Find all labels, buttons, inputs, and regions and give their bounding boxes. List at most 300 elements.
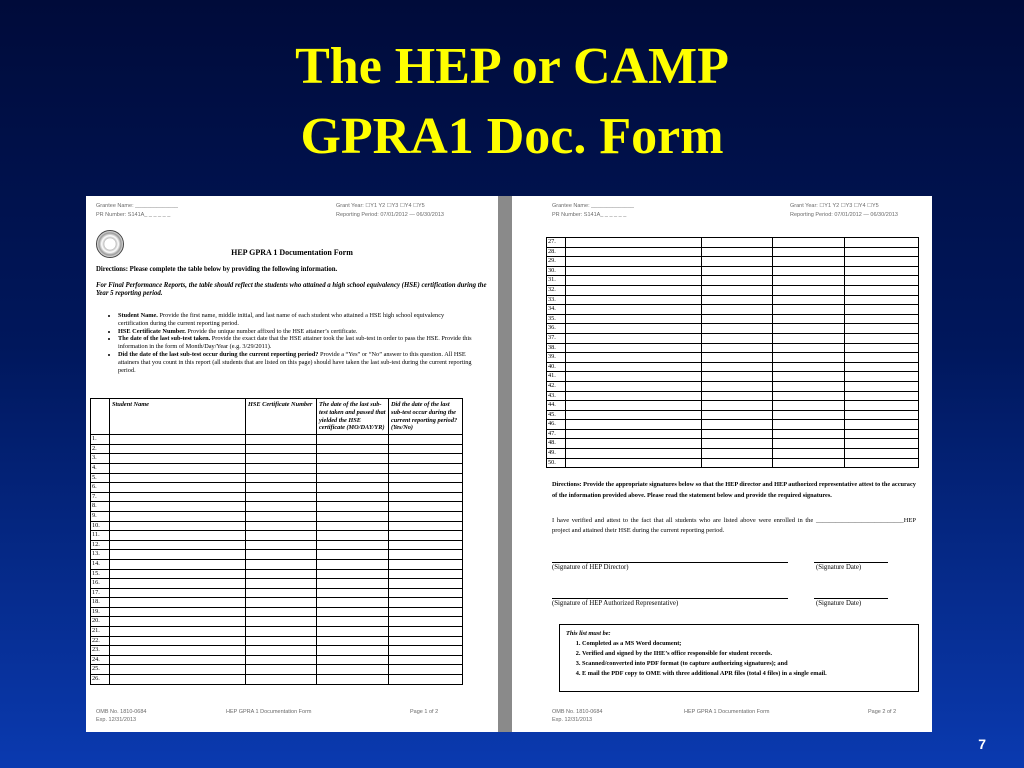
table-row (547, 305, 919, 315)
table-cell[interactable] (566, 343, 702, 353)
table-cell[interactable] (246, 444, 317, 454)
table-row (547, 266, 919, 276)
table-cell[interactable] (110, 607, 246, 617)
table-cell[interactable] (773, 353, 845, 363)
table-cell[interactable] (566, 353, 702, 363)
table-cell[interactable] (246, 473, 317, 483)
table-cell[interactable] (773, 238, 845, 248)
table-cell[interactable] (845, 458, 919, 468)
table-cell[interactable] (702, 353, 773, 363)
table-cell[interactable] (702, 410, 773, 420)
table-cell[interactable] (702, 429, 773, 439)
table-cell[interactable] (389, 627, 463, 637)
table-cell[interactable] (110, 531, 246, 541)
table-cell[interactable] (110, 598, 246, 608)
table-cell[interactable] (246, 492, 317, 502)
table-cell[interactable] (702, 343, 773, 353)
table-cell[interactable] (702, 458, 773, 468)
table-cell[interactable] (702, 324, 773, 334)
row-number: 19. (91, 607, 110, 617)
table-cell[interactable] (246, 540, 317, 550)
table-row (91, 665, 463, 675)
table-cell[interactable] (110, 655, 246, 665)
table-cell[interactable] (110, 588, 246, 598)
row-number: 3. (91, 454, 110, 464)
page2-footer-left: OMB No. 1810-0684 Exp. 12/31/2013 (552, 709, 603, 723)
table-row (91, 655, 463, 665)
director-signature-line[interactable] (552, 562, 788, 563)
table-cell[interactable] (110, 435, 246, 445)
table-cell[interactable] (246, 607, 317, 617)
table-cell[interactable] (845, 410, 919, 420)
page1-header-left: Grantee Name: ______________ PR Number: S141A_ _ _ _ _ _ (96, 203, 178, 218)
table-cell[interactable] (246, 579, 317, 589)
table-cell[interactable] (317, 511, 389, 521)
column-header: The date of the last sub-test taken and passed that yielded the HSE certificate (MO/DAY/YR) (317, 399, 389, 435)
row-number: 28. (547, 247, 566, 257)
table-row (547, 314, 919, 324)
form-page-1 (86, 196, 498, 732)
table-row (91, 636, 463, 646)
table-cell[interactable] (566, 276, 702, 286)
table-cell[interactable] (389, 559, 463, 569)
row-number: 12. (91, 540, 110, 550)
table-row (547, 333, 919, 343)
table-cell[interactable] (773, 305, 845, 315)
table-cell[interactable] (845, 372, 919, 382)
director-date-line[interactable] (814, 562, 888, 563)
row-number: 14. (91, 559, 110, 569)
table-cell[interactable] (845, 401, 919, 411)
table-cell[interactable] (845, 362, 919, 372)
table-cell[interactable] (110, 627, 246, 637)
row-number: 10. (91, 521, 110, 531)
table-cell[interactable] (845, 238, 919, 248)
row-number: 45. (547, 410, 566, 420)
table-cell[interactable] (246, 627, 317, 637)
table-cell[interactable] (773, 391, 845, 401)
table-cell[interactable] (773, 266, 845, 276)
table-cell[interactable] (389, 617, 463, 627)
table-cell[interactable] (773, 333, 845, 343)
table-cell[interactable] (845, 247, 919, 257)
table-cell[interactable] (389, 646, 463, 656)
table-cell[interactable] (110, 473, 246, 483)
table-cell[interactable] (317, 646, 389, 656)
table-cell[interactable] (246, 502, 317, 512)
instruction-term: Student Name. (118, 312, 158, 319)
table-cell[interactable] (845, 266, 919, 276)
table-row (91, 435, 463, 445)
row-number: 16. (91, 579, 110, 589)
row-number: 46. (547, 420, 566, 430)
instruction-text: Provide the exact date that the HSE attainer took the last sub-test in order to pass the HSE. Provide this information in the form of Month/Day/Year (e.g. 3/29/2011). (118, 335, 472, 351)
table-cell[interactable] (389, 463, 463, 473)
table-row (547, 257, 919, 267)
table-cell[interactable] (566, 257, 702, 267)
instruction-text: Provide the first name, middle initial, and last name of each student who attained a HSE high school equivalency certification during the current reporting period. (118, 312, 445, 327)
table-cell[interactable] (246, 675, 317, 685)
table-cell[interactable] (317, 521, 389, 531)
row-number: 43. (547, 391, 566, 401)
table-cell[interactable] (246, 655, 317, 665)
table-cell[interactable] (246, 435, 317, 445)
table-cell[interactable] (773, 285, 845, 295)
table-cell[interactable] (246, 569, 317, 579)
table-cell[interactable] (317, 463, 389, 473)
table-cell[interactable] (389, 636, 463, 646)
table-cell[interactable] (566, 362, 702, 372)
table-cell[interactable] (110, 444, 246, 454)
table-cell[interactable] (702, 362, 773, 372)
table-cell[interactable] (389, 502, 463, 512)
instruction-item (118, 351, 474, 374)
table-cell[interactable] (566, 324, 702, 334)
table-cell[interactable] (110, 540, 246, 550)
table-cell[interactable] (389, 550, 463, 560)
table-cell[interactable] (110, 454, 246, 464)
table-cell[interactable] (246, 617, 317, 627)
table-cell[interactable] (246, 463, 317, 473)
table-cell[interactable] (110, 559, 246, 569)
instruction-term: The date of the last sub-test taken. (118, 335, 211, 343)
column-header: Did the date of the last sub-test occur during the current reporting period? (Yes/No) (389, 399, 463, 435)
table-cell[interactable] (246, 665, 317, 675)
row-number: 30. (547, 266, 566, 276)
table-cell[interactable] (702, 266, 773, 276)
table-cell[interactable] (246, 559, 317, 569)
table-cell[interactable] (845, 420, 919, 430)
table-cell[interactable] (389, 569, 463, 579)
table-cell[interactable] (389, 473, 463, 483)
table-cell[interactable] (566, 372, 702, 382)
table-cell[interactable] (845, 285, 919, 295)
form-title: HEP GPRA 1 Documentation Form (231, 248, 353, 257)
table-cell[interactable] (773, 401, 845, 411)
table-cell[interactable] (566, 305, 702, 315)
form-page-2 (512, 196, 932, 732)
student-table-continued (546, 237, 919, 468)
row-number: 25. (91, 665, 110, 675)
table-cell[interactable] (246, 483, 317, 493)
requirements-list (566, 639, 912, 679)
page1-footer-left: OMB No. 1810-0684 Exp. 12/31/2013 (96, 709, 147, 723)
table-row (91, 617, 463, 627)
table-cell[interactable] (566, 247, 702, 257)
row-number: 47. (547, 429, 566, 439)
table-cell[interactable] (246, 636, 317, 646)
table-cell[interactable] (773, 276, 845, 286)
table-row (547, 420, 919, 430)
table-cell[interactable] (389, 435, 463, 445)
table-cell[interactable] (702, 420, 773, 430)
table-row (91, 531, 463, 541)
table-cell[interactable] (317, 444, 389, 454)
table-cell[interactable] (317, 598, 389, 608)
table-cell[interactable] (566, 391, 702, 401)
row-number: 38. (547, 343, 566, 353)
table-cell[interactable] (317, 655, 389, 665)
table-cell[interactable] (317, 473, 389, 483)
table-row (547, 410, 919, 420)
table-cell[interactable] (110, 511, 246, 521)
row-number: 9. (91, 511, 110, 521)
table-cell[interactable] (702, 439, 773, 449)
table-cell[interactable] (389, 588, 463, 598)
page1-header-right: Grant Year: ☐Y1 Y2 ☐Y3 ☐Y4 ☐Y5 Reporting Period: 07/01/2012 — 06/30/2013 (336, 203, 444, 218)
table-cell[interactable] (773, 247, 845, 257)
table-cell[interactable] (702, 238, 773, 248)
table-cell[interactable] (845, 333, 919, 343)
row-number: 50. (547, 458, 566, 468)
row-number: 35. (547, 314, 566, 324)
table-cell[interactable] (389, 665, 463, 675)
table-cell[interactable] (566, 266, 702, 276)
table-cell[interactable] (566, 333, 702, 343)
table-cell[interactable] (317, 588, 389, 598)
row-number: 27. (547, 238, 566, 248)
table-cell[interactable] (845, 449, 919, 459)
table-cell[interactable] (702, 314, 773, 324)
table-cell[interactable] (246, 598, 317, 608)
table-cell[interactable] (246, 550, 317, 560)
row-number: 36. (547, 324, 566, 334)
table-cell[interactable] (246, 511, 317, 521)
table-row (91, 511, 463, 521)
table-cell[interactable] (389, 540, 463, 550)
row-number: 17. (91, 588, 110, 598)
table-cell[interactable] (566, 420, 702, 430)
table-cell[interactable] (566, 295, 702, 305)
table-cell[interactable] (317, 435, 389, 445)
table-cell[interactable] (317, 627, 389, 637)
table-cell[interactable] (566, 381, 702, 391)
table-cell[interactable] (702, 285, 773, 295)
table-row (91, 540, 463, 550)
instruction-item (118, 328, 474, 336)
table-cell[interactable] (773, 449, 845, 459)
table-cell[interactable] (389, 579, 463, 589)
table-cell[interactable] (389, 492, 463, 502)
table-cell[interactable] (389, 598, 463, 608)
table-cell[interactable] (317, 607, 389, 617)
table-cell[interactable] (317, 617, 389, 627)
table-cell[interactable] (317, 531, 389, 541)
table-row (547, 439, 919, 449)
table-cell[interactable] (702, 333, 773, 343)
table-cell[interactable] (702, 449, 773, 459)
table-cell[interactable] (389, 607, 463, 617)
table-row (547, 449, 919, 459)
table-cell[interactable] (845, 439, 919, 449)
signature-directions: Directions: Provide the appropriate signatures below so that the HEP director and HEP authorized representative attest to the accuracy of the information provided above. Please read the statement below and provide the required signatures. (552, 481, 916, 499)
table-cell[interactable] (317, 550, 389, 560)
table-cell[interactable] (389, 511, 463, 521)
table-cell[interactable] (317, 675, 389, 685)
page1-footer-center: HEP GPRA 1 Documentation Form (226, 709, 312, 715)
table-cell[interactable] (845, 353, 919, 363)
table-cell[interactable] (566, 410, 702, 420)
table-cell[interactable] (773, 257, 845, 267)
table-cell[interactable] (845, 305, 919, 315)
table-cell[interactable] (773, 410, 845, 420)
table-cell[interactable] (566, 401, 702, 411)
row-number: 2. (91, 444, 110, 454)
row-number: 31. (547, 276, 566, 286)
table-cell[interactable] (317, 665, 389, 675)
row-number: 40. (547, 362, 566, 372)
table-row (547, 343, 919, 353)
table-cell[interactable] (110, 492, 246, 502)
table-cell[interactable] (773, 362, 845, 372)
slide-title-line-1: The HEP or CAMP (295, 38, 729, 95)
table-row (547, 285, 919, 295)
table-cell[interactable] (702, 295, 773, 305)
table-cell[interactable] (566, 449, 702, 459)
row-number: 7. (91, 492, 110, 502)
table-cell[interactable] (845, 257, 919, 267)
table-cell[interactable] (773, 458, 845, 468)
table-cell[interactable] (773, 439, 845, 449)
table-cell[interactable] (702, 257, 773, 267)
table-cell[interactable] (773, 372, 845, 382)
table-cell[interactable] (845, 391, 919, 401)
table-cell[interactable] (702, 305, 773, 315)
table-cell[interactable] (845, 343, 919, 353)
table-cell[interactable] (773, 343, 845, 353)
table-cell[interactable] (317, 483, 389, 493)
table-cell[interactable] (702, 372, 773, 382)
page-gutter (498, 196, 512, 732)
table-cell[interactable] (110, 636, 246, 646)
table-cell[interactable] (702, 401, 773, 411)
table-row (547, 429, 919, 439)
table-cell[interactable] (389, 454, 463, 464)
table-cell[interactable] (110, 646, 246, 656)
table-row (91, 483, 463, 493)
table-cell[interactable] (773, 295, 845, 305)
page1-footer-page: Page 1 of 2 (410, 709, 439, 715)
table-cell[interactable] (389, 655, 463, 665)
row-number: 44. (547, 401, 566, 411)
table-cell[interactable] (317, 569, 389, 579)
row-number: 23. (91, 646, 110, 656)
table-cell[interactable] (317, 579, 389, 589)
table-cell[interactable] (845, 295, 919, 305)
requirement-item: 1. Completed as a MS Word document; (582, 639, 912, 649)
row-number: 41. (547, 372, 566, 382)
table-cell[interactable] (246, 531, 317, 541)
instruction-term: HSE Certificate Number. (118, 327, 186, 335)
slide-title-line-2: GPRA1 Doc. Form (300, 108, 724, 165)
table-cell[interactable] (110, 579, 246, 589)
table-cell[interactable] (773, 429, 845, 439)
table-cell[interactable] (773, 314, 845, 324)
table-cell[interactable] (702, 276, 773, 286)
table-cell[interactable] (702, 381, 773, 391)
table-cell[interactable] (246, 646, 317, 656)
table-row (547, 401, 919, 411)
table-cell[interactable] (110, 550, 246, 560)
table-cell[interactable] (317, 636, 389, 646)
table-cell[interactable] (773, 381, 845, 391)
table-cell[interactable] (110, 502, 246, 512)
table-cell[interactable] (389, 675, 463, 685)
row-number: 21. (91, 627, 110, 637)
table-cell[interactable] (110, 675, 246, 685)
table-row (547, 391, 919, 401)
directions: Directions: Please complete the table below by providing the following information. (96, 266, 338, 273)
table-cell[interactable] (389, 444, 463, 454)
row-number: 48. (547, 439, 566, 449)
table-cell[interactable] (110, 521, 246, 531)
requirements-title: This list must be: (566, 630, 611, 637)
table-cell[interactable] (566, 285, 702, 295)
table-cell[interactable] (246, 588, 317, 598)
table-cell[interactable] (317, 454, 389, 464)
table-cell[interactable] (845, 314, 919, 324)
table-cell[interactable] (702, 247, 773, 257)
table-cell[interactable] (110, 463, 246, 473)
table-cell[interactable] (389, 521, 463, 531)
table-cell[interactable] (773, 420, 845, 430)
row-number: 26. (91, 675, 110, 685)
table-cell[interactable] (389, 483, 463, 493)
attestation-statement: I have verified and attest to the fact that all students who are listed above were enrolled in the ___________________________HEP project and attained their HSE during the current reporting period. (552, 517, 916, 534)
representative-date-line[interactable] (814, 598, 888, 599)
table-cell[interactable] (317, 559, 389, 569)
table-cell[interactable] (773, 324, 845, 334)
table-cell[interactable] (566, 238, 702, 248)
table-cell[interactable] (845, 324, 919, 334)
page2-header-left: Grantee Name: ______________ PR Number: S141A_ _ _ _ _ _ (552, 203, 634, 218)
table-cell[interactable] (702, 391, 773, 401)
row-number: 6. (91, 483, 110, 493)
table-cell[interactable] (246, 454, 317, 464)
table-cell[interactable] (845, 429, 919, 439)
table-row (91, 579, 463, 589)
table-cell[interactable] (389, 531, 463, 541)
requirement-item: 3. Scanned/converted into PDF format (to capture authorizing signatures); and (582, 659, 912, 669)
table-cell[interactable] (110, 617, 246, 627)
student-table (90, 398, 463, 685)
table-cell[interactable] (110, 483, 246, 493)
table-cell[interactable] (110, 665, 246, 675)
table-cell[interactable] (110, 569, 246, 579)
requirement-item: 2. Verified and signed by the IHE’s office responsible for student records. (582, 649, 912, 659)
table-cell[interactable] (317, 492, 389, 502)
table-cell[interactable] (566, 439, 702, 449)
table-cell[interactable] (566, 314, 702, 324)
table-row (91, 444, 463, 454)
instruction-term: Did the date of the last sub-test occur during the current reporting period? (118, 350, 319, 358)
representative-signature-line[interactable] (552, 598, 788, 599)
table-row (91, 454, 463, 464)
table-cell[interactable] (566, 429, 702, 439)
table-cell[interactable] (566, 458, 702, 468)
director-signature-label: (Signature of HEP Director) (552, 564, 629, 571)
row-number: 42. (547, 381, 566, 391)
table-cell[interactable] (246, 521, 317, 531)
table-cell[interactable] (845, 381, 919, 391)
table-cell[interactable] (317, 502, 389, 512)
table-row (91, 569, 463, 579)
table-cell[interactable] (317, 540, 389, 550)
representative-signature-label: (Signature of HEP Authorized Representative) (552, 600, 679, 607)
table-cell[interactable] (845, 276, 919, 286)
table-row (547, 276, 919, 286)
requirement-item: 4. E mail the PDF copy to OME with three additional APR files (total 4 files) in a single email. (582, 669, 912, 679)
